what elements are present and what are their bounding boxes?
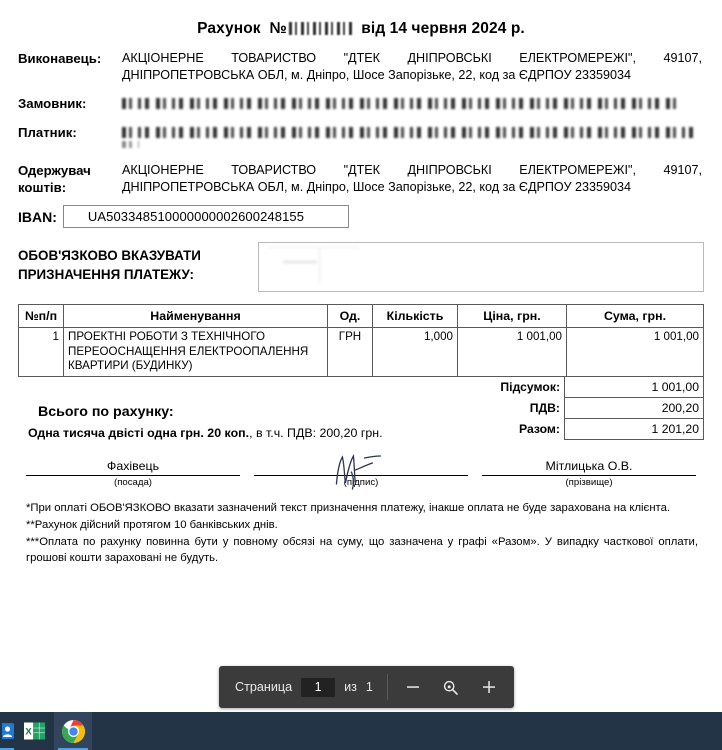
- page-total: 1: [365, 680, 373, 694]
- party-label-platnyk: Платник:: [18, 125, 77, 140]
- svg-text:X: X: [25, 726, 32, 738]
- party-label-vykonavets: Виконавець:: [18, 51, 102, 66]
- cell-name-line2: ПЕРЕООСНАЩЕННЯ ЕЛЕКТРООПАЛЕННЯ: [68, 344, 309, 358]
- summary-vat-text: , в т.ч. ПДВ: 200,20 грн.: [249, 425, 383, 440]
- iban-label: IBAN:: [18, 208, 57, 225]
- column-header-no: №п/п: [19, 305, 64, 328]
- excel-icon: [23, 719, 47, 743]
- minus-icon: [405, 679, 421, 695]
- signature-position-name: Фахівець: [26, 458, 240, 476]
- taskbar-item-app-blue[interactable]: [0, 712, 16, 750]
- party-value-line1: АКЦІОНЕРНЕ ТОВАРИСТВО "ДТЕК ДНІПРОВСЬКІ ЕЛЕКТРОМЕРЕЖІ", 49107,: [122, 51, 702, 65]
- party-row-zamovnyk: [18, 95, 704, 112]
- taskbar: [0, 712, 722, 750]
- footnotes: [18, 500, 704, 566]
- invoice-title-prefix: Рахунок: [197, 20, 261, 37]
- cell-name: [64, 328, 328, 377]
- iban-value: UA503348510000000002600248155: [63, 205, 349, 228]
- signature-surname-caption: (прізвище): [565, 476, 613, 488]
- cell-name-line3: КВАРТИРИ (БУДИНКУ): [68, 359, 193, 372]
- payment-purpose-label: [18, 242, 258, 292]
- signature-position-caption: (посада): [114, 476, 152, 488]
- cell-unit: ГРН: [328, 328, 373, 377]
- taskbar-item-chrome[interactable]: [54, 712, 92, 750]
- table-header-row: [19, 305, 704, 328]
- invoice-number-redacted: [289, 22, 355, 35]
- zoom-out-button[interactable]: [402, 676, 424, 698]
- redacted-text-block: [122, 98, 679, 109]
- zoom-controls-group: [388, 666, 514, 708]
- column-header-unit: Од.: [328, 305, 373, 328]
- column-header-name: Найменування: [64, 305, 328, 328]
- page-navigation-group: [219, 666, 387, 708]
- totals-value-grand: 1 201,20: [565, 418, 704, 439]
- column-header-qty: Кількість: [373, 305, 458, 328]
- plus-icon: [481, 679, 497, 695]
- iban-row: [18, 205, 704, 228]
- party-value-line2: ДНІПРОПЕТРОВСЬКА ОБЛ, м. Дніпро, Шосе Запорізьке, 22, код за ЄДРПОУ 23359034: [122, 179, 631, 194]
- cell-price: 1 001,00: [458, 328, 567, 377]
- party-value-line2: ДНІПРОПЕТРОВСЬКА ОБЛ, м. Дніпро, Шосе Запорізьке, 22, код за ЄДРПОУ 23359034: [122, 67, 631, 82]
- cell-name-line1: ПРОЕКТНІ РОБОТИ З ТЕХНІЧНОГО: [68, 330, 265, 343]
- taskbar-item-excel[interactable]: [16, 712, 54, 750]
- signature-area: [18, 458, 704, 488]
- signature-surname: [482, 458, 696, 488]
- redacted-text-block: [122, 127, 696, 138]
- cell-sum: 1 001,00: [567, 328, 704, 377]
- totals-label-subtotal: Підсумок:: [500, 379, 560, 394]
- party-row-platnyk: [18, 124, 704, 150]
- party-label-zamovnyk: Замовник:: [18, 96, 87, 111]
- party-value-zamovnyk-redacted: [122, 95, 704, 111]
- payment-purpose-redacted: [267, 247, 359, 283]
- payment-purpose-label-line1: ОБОВ'ЯЗКОВО ВКАЗУВАТИ: [18, 248, 201, 263]
- chrome-icon: [61, 719, 86, 744]
- signature-mark-name: [254, 458, 468, 476]
- totals-row-subtotal: [454, 376, 704, 397]
- table-row: [19, 328, 704, 377]
- totals-label-vat: ПДВ:: [529, 400, 560, 415]
- signature-position: [26, 458, 240, 488]
- payment-purpose-label-line2: ПРИЗНАЧЕННЯ ПЛАТЕЖУ:: [18, 267, 194, 282]
- page-label: Страница: [235, 680, 293, 694]
- redacted-text-block: [122, 141, 139, 148]
- cell-no: 1: [19, 328, 64, 377]
- payment-purpose-box: [258, 242, 704, 292]
- column-header-sum: Сума, грн.: [567, 305, 704, 328]
- totals-value-subtotal: 1 001,00: [565, 376, 704, 397]
- party-label-line2: коштів:: [18, 179, 67, 195]
- party-row-oderzhuvach: [18, 162, 704, 196]
- signature-mark-caption: (підпис): [343, 476, 379, 488]
- invoice-title-suffix: від 14 червня 2024 р.: [361, 20, 525, 37]
- page-title: [18, 0, 704, 38]
- party-row-vykonavets: [18, 50, 704, 83]
- zoom-reset-button[interactable]: [440, 676, 462, 698]
- page-of-label: из: [344, 680, 357, 694]
- signature-mark: [254, 458, 468, 488]
- invoice-number-label: №: [269, 20, 287, 37]
- party-value-oderzhuvach: [122, 162, 704, 195]
- app-blue-icon: [2, 720, 16, 742]
- party-label-oderzhuvach: [18, 162, 122, 196]
- summary-title: Всього по рахунку:: [38, 403, 174, 420]
- payment-purpose-row: [18, 242, 704, 292]
- footnote-1: *При оплаті ОБОВ'ЯЗКОВО вказати зазначений текст призначення платежу, інакше оплата не буде зарахована на клієнта.: [26, 501, 671, 514]
- totals-label-grand: Разом:: [518, 421, 560, 436]
- footnote-2: **Рахунок дійсний протягом 10 банківських днів.: [26, 518, 278, 531]
- pdf-viewer-toolbar: [219, 666, 514, 708]
- summary-words-value: Одна тисяча двісті одна грн. 20 коп.: [28, 425, 250, 440]
- page-number-input[interactable]: [301, 678, 335, 697]
- invoice-items-table: [18, 304, 704, 377]
- footnote-3: ***Оплата по рахунку повинна бути у повному обсязі на суму, що зазначена у графі «Разом». У випадку часткової оплати, грошові кошти зараховані не будуть.: [26, 535, 698, 564]
- summary-block: [18, 404, 498, 440]
- cell-qty: 1,000: [373, 328, 458, 377]
- zoom-in-button[interactable]: [478, 676, 500, 698]
- magnifier-icon: [442, 679, 459, 696]
- summary-amount-in-words: [28, 426, 498, 440]
- signature-surname-name: Мітлицька О.В.: [482, 458, 696, 476]
- column-header-price: Ціна, грн.: [458, 305, 567, 328]
- party-label-line1: Одержувач: [18, 163, 91, 178]
- totals-value-vat: 200,20: [565, 397, 704, 418]
- party-value-vykonavets: [122, 50, 704, 83]
- party-value-line1: АКЦІОНЕРНЕ ТОВАРИСТВО "ДТЕК ДНІПРОВСЬКІ ЕЛЕКТРОМЕРЕЖІ", 49107,: [122, 163, 702, 177]
- party-value-platnyk-redacted: [122, 124, 704, 150]
